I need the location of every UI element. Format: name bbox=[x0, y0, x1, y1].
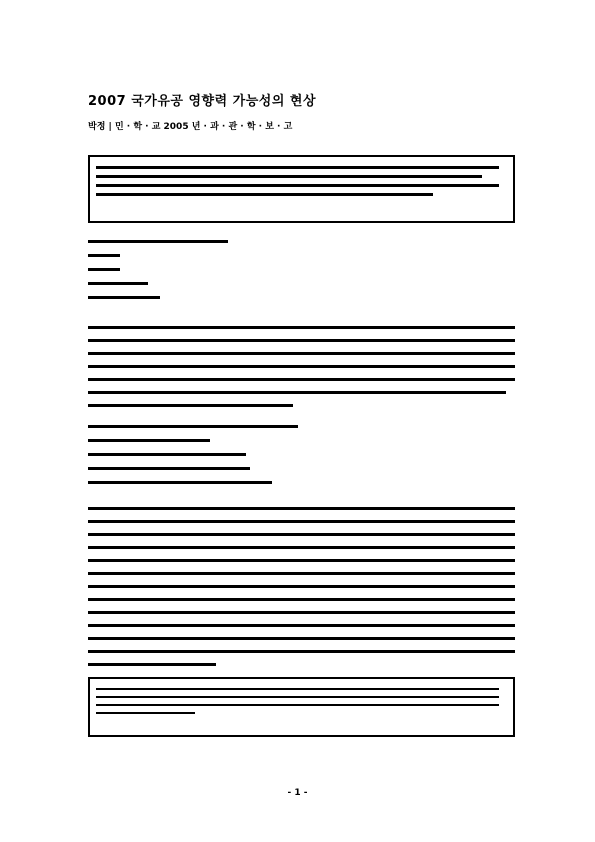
list-item bbox=[88, 453, 246, 457]
note-line bbox=[96, 704, 499, 706]
list-item bbox=[88, 481, 272, 485]
abstract-line bbox=[96, 175, 482, 178]
abstract-box bbox=[88, 155, 515, 223]
note-line bbox=[96, 712, 195, 714]
body-paragraph bbox=[88, 326, 515, 417]
note-line bbox=[96, 696, 499, 698]
document-subtitle: 박정 | 민 · 학 · 교 2005 년 · 과 · 관 · 학 · 보 · 고 bbox=[88, 122, 293, 132]
reference-list bbox=[88, 240, 228, 310]
abstract-line bbox=[96, 193, 433, 196]
document-title: 2007 국가유공 영향력 가능성의 현상 bbox=[88, 94, 317, 109]
abstract-line bbox=[96, 184, 499, 187]
body-paragraph bbox=[88, 507, 515, 676]
page-number: - 1 - bbox=[287, 788, 308, 798]
list-item bbox=[88, 296, 160, 300]
note-box bbox=[88, 677, 515, 737]
reference-list bbox=[88, 425, 298, 495]
list-item bbox=[88, 425, 298, 429]
list-item bbox=[88, 282, 148, 286]
list-item bbox=[88, 254, 120, 258]
note-line bbox=[96, 688, 499, 690]
list-item bbox=[88, 268, 120, 272]
list-item bbox=[88, 240, 228, 244]
list-item bbox=[88, 439, 210, 443]
abstract-line bbox=[96, 166, 499, 169]
list-item bbox=[88, 467, 250, 471]
